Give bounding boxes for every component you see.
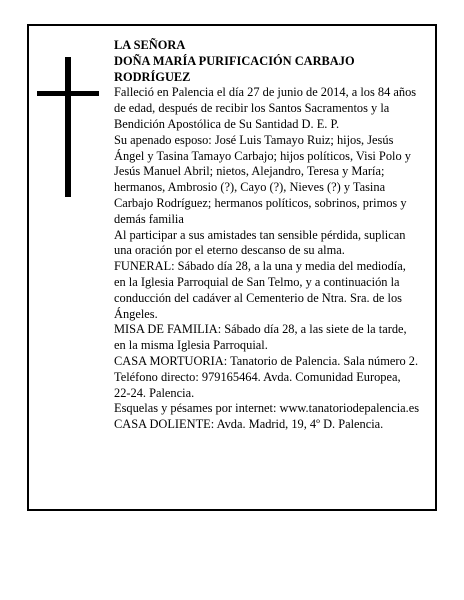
death-announcement: Falleció en Palencia el día 27 de junio de 2014, a los 84 años de edad, después de recibir los Santos Sacramentos y la Bendición Apostólica de Su Santidad D. E. P. xyxy=(114,85,417,131)
notice-content xyxy=(114,38,420,433)
deceased-name: DOÑA MARÍA PURIFICACIÓN CARBAJO RODRÍGUEZ xyxy=(114,53,355,84)
family-home-address: CASA DOLIENTE: Avda. Madrid, 19, 4º D. Palencia. xyxy=(114,417,384,432)
funeral-info: FUNERAL: Sábado día 28, a la una y media del mediodía, en la Iglesia Parroquial de San Telmo, y a continuación la conducción del cadáver al Cementerio de Ntra. Sra. de los Ángeles. xyxy=(114,259,406,321)
prayer-request: Al participar a sus amistades tan sensible pérdida, suplican una oración por el eterno descanso de su alma. xyxy=(114,227,406,258)
cross-horizontal-bar xyxy=(37,91,99,96)
latin-cross-icon xyxy=(37,57,99,197)
internet-condolences: Esquelas y pésames por internet: www.tanatoriodepalencia.es xyxy=(114,401,420,416)
family-mass-info: MISA DE FAMILIA: Sábado día 28, a las siete de la tarde, en la misma Iglesia Parroquial. xyxy=(114,322,407,353)
family-list: Su apenado esposo: José Luis Tamayo Ruiz; hijos, Jesús Ángel y Tasina Tamayo Carbajo; hijos políticos, Visi Polo y Jesús Manuel Abril; nietos, Alejandro, Teresa y María; hermanos, Ambrosio (?), Cayo (?), Nieves (?) y Tasina Carbajo Rodríguez; hermanos políticos, sobrinos, primos y demás familia xyxy=(114,132,411,226)
notice-title: LA SEÑORA xyxy=(114,38,186,52)
cross-vertical-bar xyxy=(65,57,71,197)
funeral-home-info: CASA MORTUORIA: Tanatorio de Palencia. Sala número 2. Teléfono directo: 979165464. Avda. Comunidad Europea, 22-24. Palencia. xyxy=(114,353,419,400)
